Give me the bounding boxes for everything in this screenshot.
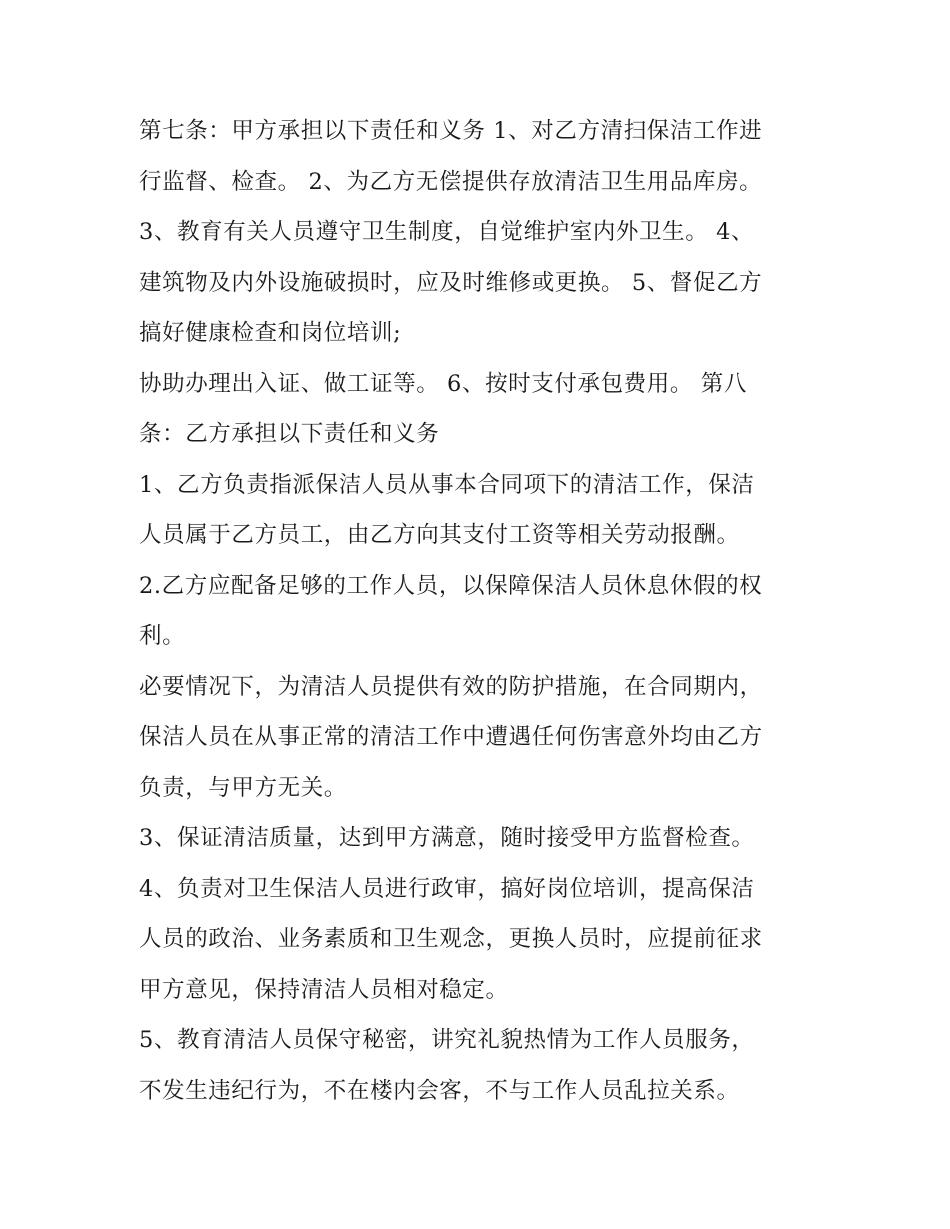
text-line: 行监督、检查。 2、为乙方无偿提供存放清洁卫生用品库房。 [139,168,763,195]
text-line: 利。 [139,623,186,649]
text-line: 2.乙方应配备足够的工作人员，以保障保洁人员休息休假的权 [139,572,763,599]
text-line: 3、教育有关人员遵守卫生制度，自觉维护室内外卫生。 4、 [139,219,755,245]
text-line: 人员的政治、业务素质和卫生观念，更换人员时，应提前征求 [139,926,763,952]
text-line: 3、保证清洁质量，达到甲方满意，随时接受甲方监督检查。 [139,825,755,851]
text-line: 搞好健康检查和岗位培训; [139,320,402,346]
text-line: 保洁人员在从事正常的清洁工作中遭遇任何伤害意外均由乙方 [139,724,763,750]
text-line: 必要情况下，为清洁人员提供有效的防护措施，在合同期内， [139,673,763,700]
text-line: 负责，与甲方无关。 [139,774,347,801]
text-line: 第七条：甲方承担以下责任和义务 1、对乙方清扫保洁工作进 [139,118,763,144]
document-body [139,106,819,1116]
text-line: 4、负责对卫生保洁人员进行政审，搞好岗位培训，提高保洁 [139,875,755,902]
text-line: 建筑物及内外设施破损时，应及时维修或更换。 5、督促乙方 [139,269,763,296]
text-line: 甲方意见，保持清洁人员相对稳定。 [139,976,509,1003]
text-line: 1、乙方负责指派保洁人员从事本合同项下的清洁工作，保洁 [139,471,755,498]
text-line: 协助办理出入证、做工证等。 6、按时支付承包费用。 第八 [139,370,747,397]
text-line: 条：乙方承担以下责任和义务 [139,421,440,447]
text-line: 不发生违纪行为，不在楼内会客，不与工作人员乱拉关系。 [139,1077,740,1104]
text-line: 人员属于乙方员工，由乙方向其支付工资等相关劳动报酬。 [139,522,740,548]
text-line: 5、教育清洁人员保守秘密，讲究礼貌热情为工作人员服务， [139,1027,755,1053]
